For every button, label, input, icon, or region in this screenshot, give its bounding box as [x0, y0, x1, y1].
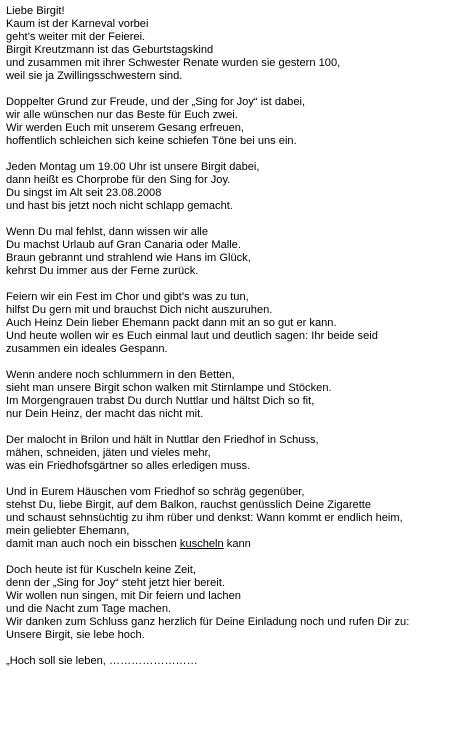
poem-line: Du singst im Alt seit 23.08.2008 — [6, 187, 162, 199]
poem-line: und zusammen mit ihrer Schwester Renate wurden sie gestern 100, — [6, 57, 341, 69]
poem-line: und schaust sehnsüchtig zu ihm rüber und denkst: Wann kommt er endlich heim, — [6, 512, 403, 524]
poem-line: Braun gebrannt und strahlend wie Hans im Glück, — [6, 252, 251, 264]
poem-line: geht’s weiter mit der Feierei. — [6, 31, 146, 43]
poem-line: sieht man unsere Birgit schon walken mit Stirnlampe und Stöcken. — [6, 382, 332, 394]
stanza — [6, 655, 458, 668]
stanza — [6, 226, 458, 278]
poem-line: Auch Heinz Dein lieber Ehemann packt dann mit an so gut er kann. — [6, 317, 337, 329]
document-body — [6, 5, 458, 681]
poem-line: hoffentlich schleichen sich keine schiefen Töne bei uns ein. — [6, 135, 297, 147]
stanza — [6, 369, 458, 421]
poem-line: kehrst Du immer aus der Ferne zurück. — [6, 265, 199, 277]
poem-line: was ein Friedhofsgärtner so alles erledigen muss. — [6, 460, 251, 472]
poem-line: dann heißt es Chorprobe für den Sing for Joy. — [6, 174, 231, 186]
underlined-word: kuscheln — [179, 538, 224, 550]
poem-line: Jeden Montag um 19.00 Uhr ist unsere Birgit dabei, — [6, 161, 260, 173]
poem-line — [6, 538, 458, 551]
stanza — [6, 96, 458, 148]
poem-line: denn der „Sing for Joy“ steht jetzt hier bereit. — [6, 577, 225, 589]
poem-line: Wenn andere noch schlummern in den Betten, — [6, 369, 235, 381]
stanza — [6, 291, 458, 356]
poem-line: stehst Du, liebe Birgit, auf dem Balkon, rauchst genüsslich Deine Zigarette — [6, 499, 372, 511]
poem-line: Der malocht in Brilon und hält in Nuttlar den Friedhof in Schuss, — [6, 434, 319, 446]
stanza — [6, 5, 458, 83]
poem-line: Wir werden Euch mit unserem Gesang erfreuen, — [6, 122, 245, 134]
poem-line: Wir wollen nun singen, mit Dir feiern und lachen — [6, 590, 241, 602]
stanza — [6, 564, 458, 642]
line-text: kann — [223, 538, 251, 550]
line-text: damit man auch noch ein bisschen — [6, 538, 180, 550]
poem-line: Im Morgengrauen trabst Du durch Nuttlar und hältst Dich so fit, — [6, 395, 315, 407]
poem-line: hilfst Du gern mit und brauchst Dich nicht auszuruhen. — [6, 304, 273, 316]
stanza — [6, 486, 458, 551]
poem-line: Kaum ist der Karneval vorbei — [6, 18, 149, 30]
poem-line: und die Nacht zum Tage machen. — [6, 603, 172, 615]
poem-line: und hast bis jetzt noch nicht schlapp gemacht. — [6, 200, 233, 212]
poem-line: nur Dein Heinz, der macht das nicht mit. — [6, 408, 204, 420]
poem-line: Du machst Urlaub auf Gran Canaria oder Malle. — [6, 239, 241, 251]
poem-line: Und heute wollen wir es Euch einmal laut und deutlich sagen: Ihr beide seid — [6, 330, 378, 342]
poem-line: Liebe Birgit! — [6, 5, 65, 17]
stanza — [6, 161, 458, 213]
stanza — [6, 434, 458, 473]
poem-line: Wenn Du mal fehlst, dann wissen wir alle — [6, 226, 209, 238]
poem-line: mähen, schneiden, jäten und vieles mehr, — [6, 447, 211, 459]
poem-line: „Hoch soll sie leben, …………………… — [6, 655, 198, 667]
poem-line: weil sie ja Zwillingsschwestern sind. — [6, 70, 183, 82]
poem-line: zusammen ein ideales Gespann. — [6, 343, 168, 355]
poem-line: Doppelter Grund zur Freude, und der „Sing for Joy“ ist dabei, — [6, 96, 306, 108]
poem-line: Und in Eurem Häuschen vom Friedhof so schräg gegenüber, — [6, 486, 305, 498]
poem-line: Feiern wir ein Fest im Chor und gibt’s was zu tun, — [6, 291, 249, 303]
poem-line: wir alle wünschen nur das Beste für Euch zwei. — [6, 109, 238, 121]
poem-line: mein geliebter Ehemann, — [6, 525, 130, 537]
poem-line: Doch heute ist für Kuscheln keine Zeit, — [6, 564, 196, 576]
poem-line: Birgit Kreutzmann ist das Geburtstagskind — [6, 44, 214, 56]
poem-line: Unsere Birgit, sie lebe hoch. — [6, 629, 145, 641]
poem-line: Wir danken zum Schluss ganz herzlich für Deine Einladung noch und rufen Dir zu: — [6, 616, 410, 628]
